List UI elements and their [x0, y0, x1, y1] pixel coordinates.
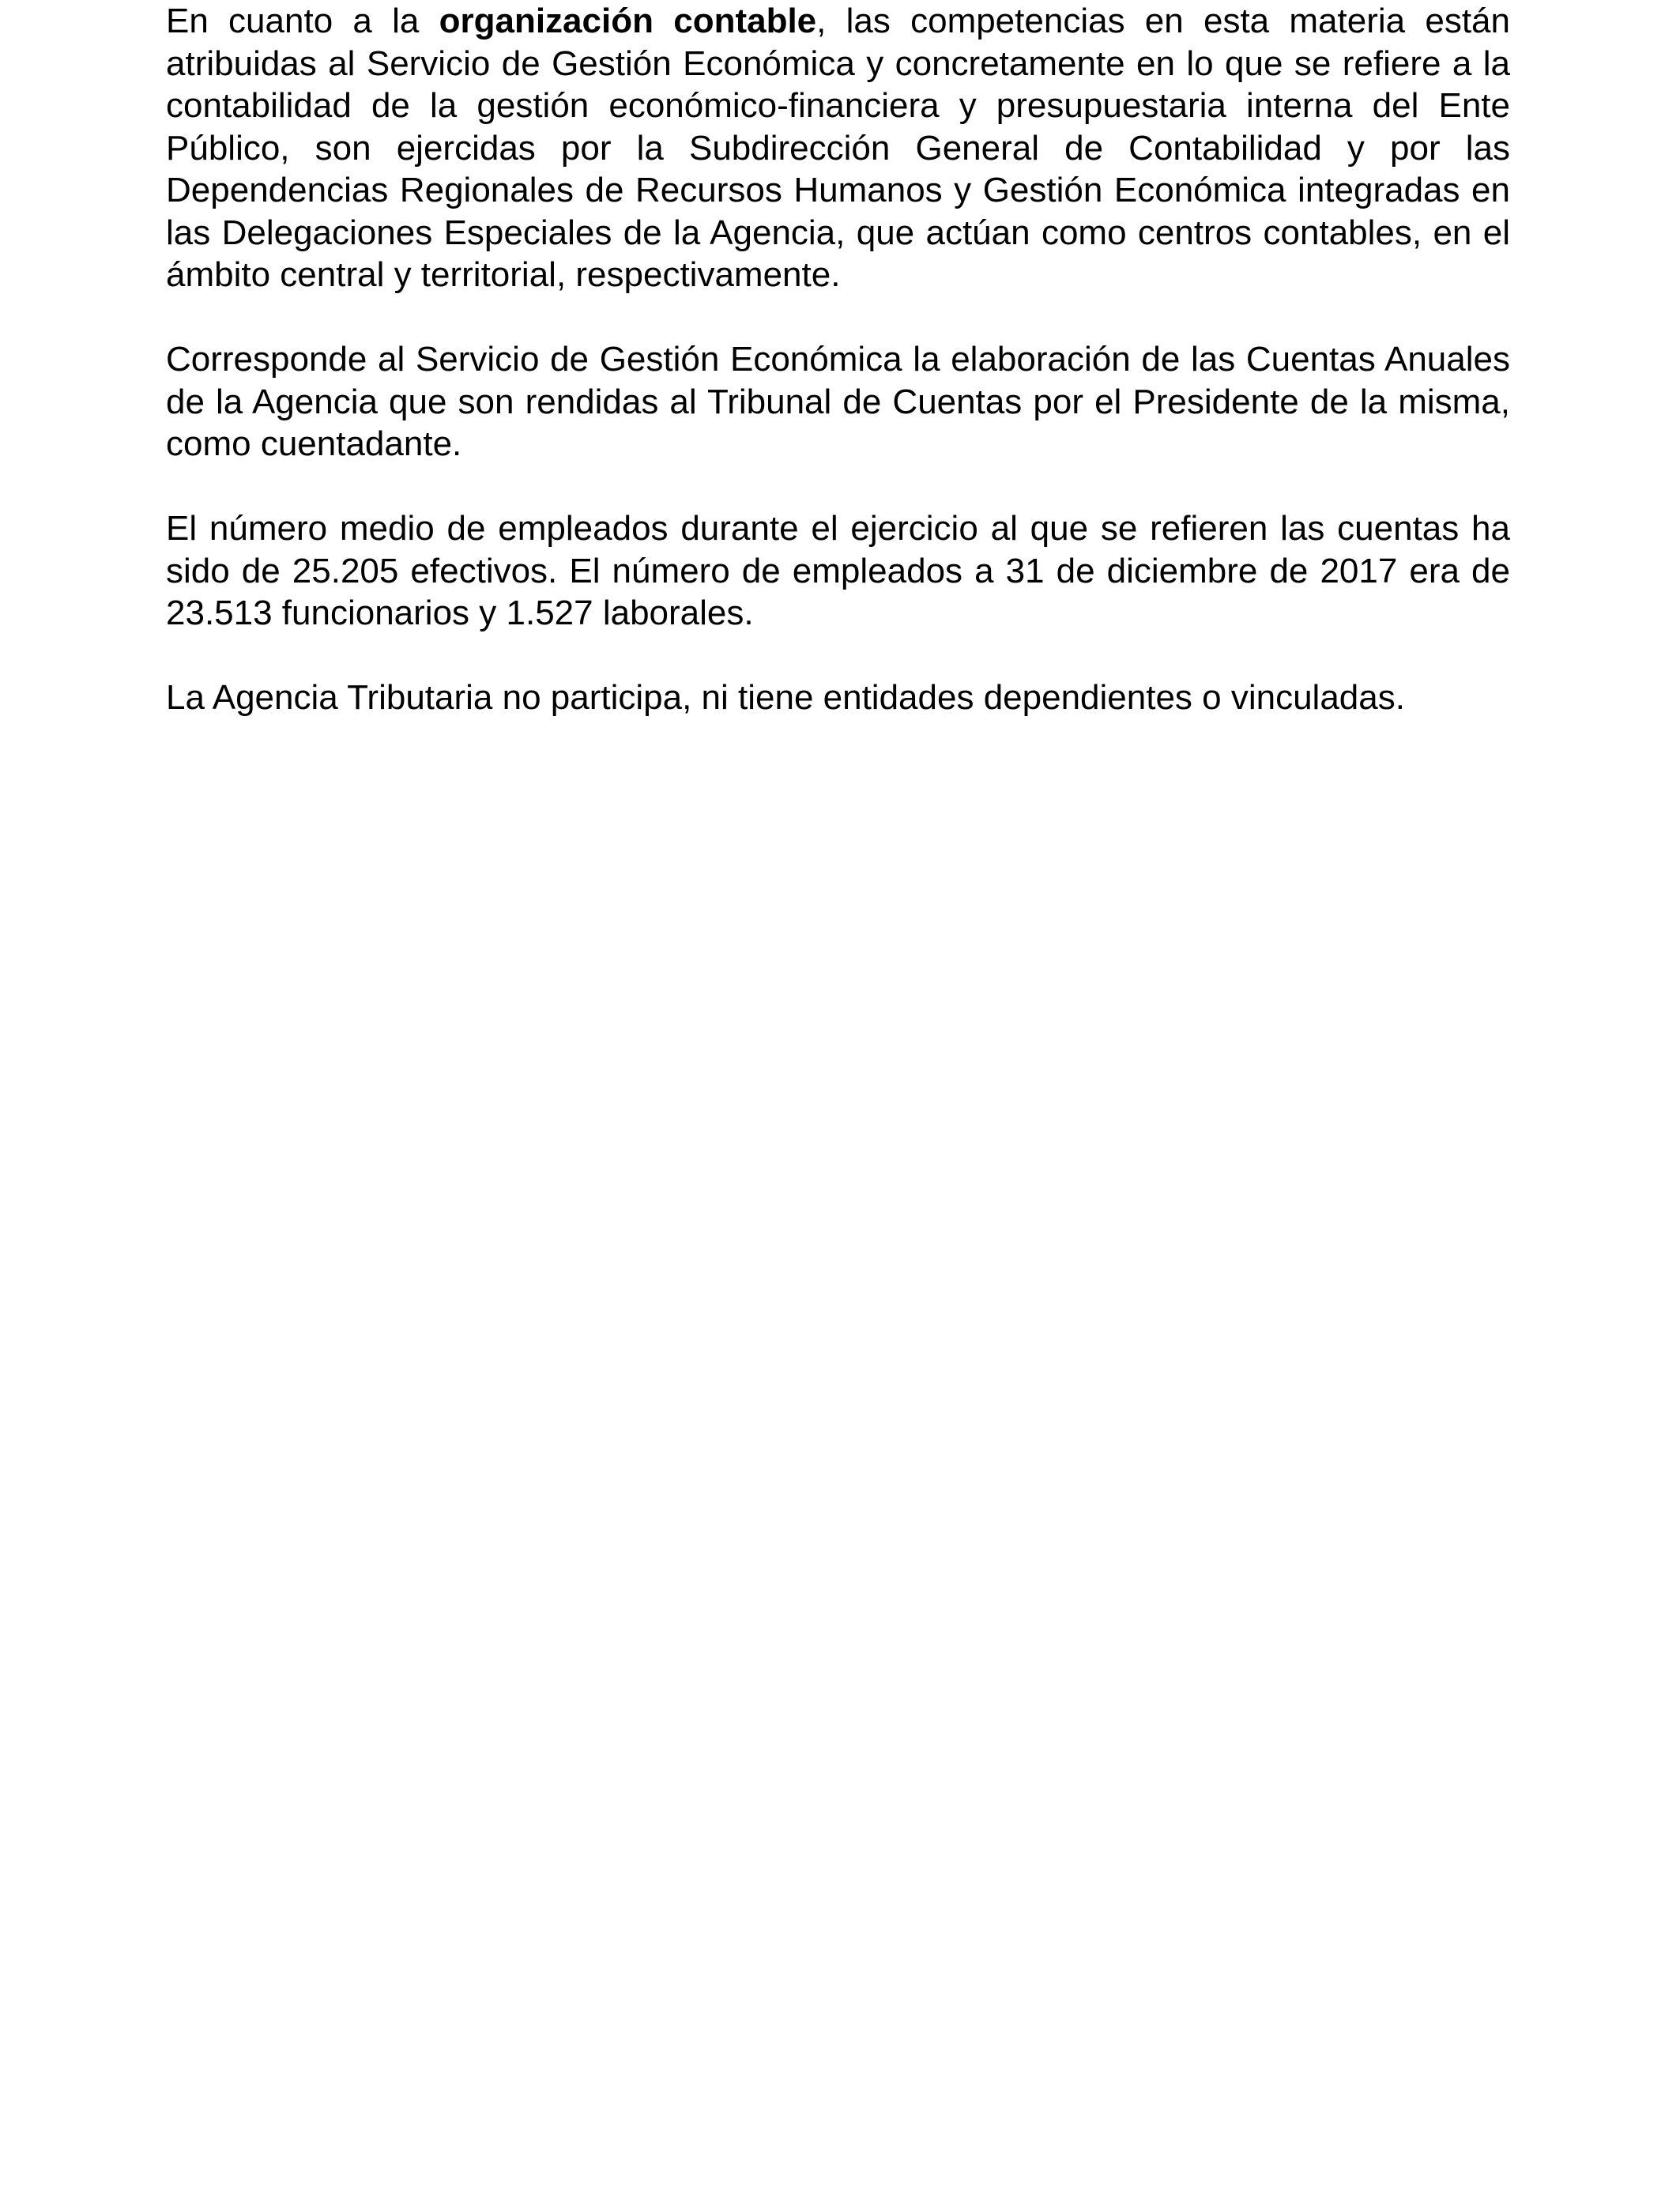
paragraph-1-body: , las competencias en esta materia están atribuidas al Servicio de Gestión Económica y concretamente en lo que se refiere a la contabilidad de la gestión económico-financiera y presupuestaria interna del Ente Público, son ejercidas por la Subdirección General de Contabilidad y por las Dependencias Regionales de Recursos Humanos y Gestión Económica integradas en las Delegaciones Especiales de la Agencia, que actúan como centros contables, en el ámbito central y territorial, respectivamente. — [166, 2, 1510, 294]
document-page — [166, 0, 1510, 761]
paragraph-1-bold-term: organización contable — [439, 2, 817, 40]
paragraph-organizacion-contable — [166, 0, 1510, 296]
paragraph-entidades-dependientes: La Agencia Tributaria no participa, ni tiene entidades dependientes o vinculadas. — [166, 678, 1405, 717]
paragraph-1-intro: En cuanto a la — [166, 2, 439, 40]
paragraph-cuentas-anuales: Corresponde al Servicio de Gestión Económica la elaboración de las Cuentas Anuales de la Agencia que son rendidas al Tribunal de Cuentas por el Presidente de la misma, como cuentadante. — [166, 340, 1510, 463]
paragraph-numero-empleados: El número medio de empleados durante el ejercicio al que se refieren las cuentas ha sido de 25.205 efectivos. El número de empleados a 31 de diciembre de 2017 era de 23.513 funcionarios y 1.527 laborales. — [166, 509, 1510, 632]
